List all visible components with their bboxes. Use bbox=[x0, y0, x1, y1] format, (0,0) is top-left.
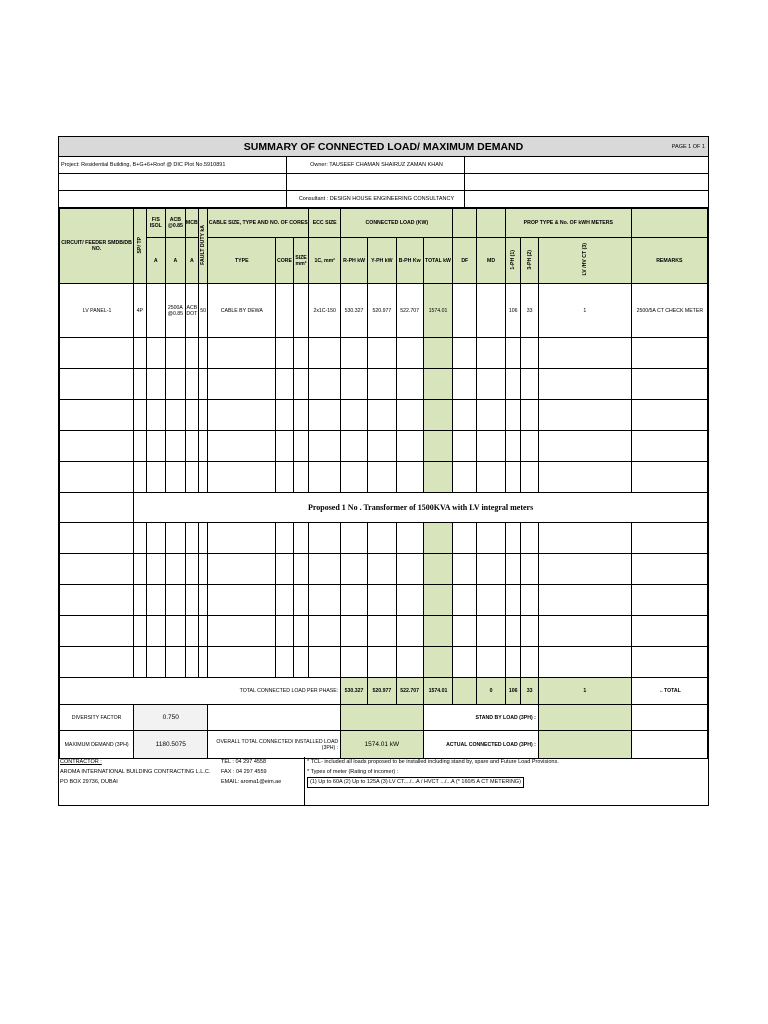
project-label: Project: Residential Building, B+G+6+Roof @ DIC Plot No.5910891 bbox=[61, 162, 226, 168]
note-tcl: * TCL- included all loads proposed to be installed including stand by, spare and Future Load Provisions. bbox=[307, 759, 559, 765]
df-header: DF bbox=[453, 238, 477, 284]
fax: FAX : 04 297 4559 bbox=[221, 769, 267, 775]
actual-load-label: ACTUAL CONNECTED LOAD (3PH) : bbox=[423, 731, 538, 759]
footer bbox=[59, 757, 708, 805]
meter-ct-header: LV /HV CT (3) bbox=[538, 238, 631, 284]
fault-duty-header: FAULT DUTY kA bbox=[199, 209, 208, 284]
row1-ct: 1 bbox=[538, 284, 631, 338]
contractor-block bbox=[60, 757, 220, 805]
rph-header: R-PH kW bbox=[341, 238, 368, 284]
row1-fault: 50 bbox=[199, 284, 208, 338]
fs-unit: A bbox=[146, 238, 166, 284]
consultant-row bbox=[59, 191, 708, 208]
total-md: 0 bbox=[477, 678, 506, 705]
table-row bbox=[60, 585, 708, 616]
note-meter-ratings: (1) Up to 60A (2) Up to 125A (3) LV CT..../...A / HVCT .../...A (* 160/5 A CT METERING) bbox=[307, 777, 524, 788]
ecc-unit: 1C, mm² bbox=[309, 238, 341, 284]
owner-label: Owner: TAUSEEF CHAMAN SHAIRUZ ZAMAN KHAN bbox=[286, 157, 464, 173]
table-row bbox=[60, 523, 708, 554]
row1-m1: 106 bbox=[505, 284, 520, 338]
total-ct: 1 bbox=[538, 678, 631, 705]
diversity-value: 0.750 bbox=[134, 705, 208, 731]
md-header-top bbox=[477, 209, 506, 238]
mcb-header: MCB bbox=[185, 209, 198, 238]
total-y: 520.977 bbox=[367, 678, 396, 705]
row1-m3: 33 bbox=[521, 284, 539, 338]
row1-sptp: 4P bbox=[134, 284, 146, 338]
max-demand-value: 1180.5075 bbox=[134, 731, 208, 759]
remarks-header-top bbox=[631, 209, 707, 238]
yph-header: Y-PH kW bbox=[367, 238, 396, 284]
size-header: SIZE mm² bbox=[293, 238, 308, 284]
cable-header: CABLE SIZE, TYPE AND NO. OF CORES bbox=[208, 209, 309, 238]
row1-total: 1574.01 bbox=[423, 284, 453, 338]
table-row bbox=[60, 647, 708, 678]
table-row bbox=[60, 400, 708, 431]
table-row bbox=[60, 284, 708, 338]
acb-header: ACB @0.85 bbox=[166, 209, 186, 238]
standby-label: STAND BY LOAD (3PH) : bbox=[423, 705, 538, 731]
totals-row bbox=[60, 678, 708, 705]
load-table bbox=[59, 208, 708, 759]
contractor-address: PO BOX 29736, DUBAI bbox=[60, 779, 118, 785]
table-row bbox=[60, 462, 708, 493]
table-row bbox=[60, 338, 708, 369]
project-owner-row bbox=[59, 157, 708, 174]
table-row bbox=[60, 554, 708, 585]
contractor-name: AROMA INTERNATIONAL BUILDING CONTRACTING L.L.C. bbox=[60, 769, 211, 775]
max-demand-label: MAXIMUM DEMAND (3PH) bbox=[60, 731, 134, 759]
df-header-top bbox=[453, 209, 477, 238]
proposal-note: Proposed 1 No . Transformer of 1500KVA with LV integral meters bbox=[134, 493, 708, 523]
total-b: 522.707 bbox=[396, 678, 423, 705]
blank-row bbox=[59, 174, 708, 191]
owner-blank bbox=[464, 157, 708, 173]
total-arrow: ←TOTAL bbox=[631, 678, 707, 705]
notes-block bbox=[304, 757, 710, 805]
bph-header: B-PH Kw bbox=[396, 238, 423, 284]
ecc-header: ECC SIZE bbox=[309, 209, 341, 238]
diversity-row bbox=[60, 705, 708, 731]
page-number: PAGE 1 OF 1 bbox=[671, 144, 705, 150]
total-m3: 33 bbox=[521, 678, 539, 705]
row1-circuit: LV PANEL-1 bbox=[60, 284, 134, 338]
actual-load-value bbox=[538, 731, 631, 759]
max-demand-row bbox=[60, 731, 708, 759]
sptp-header: SP/ TP bbox=[134, 209, 146, 284]
total-r: 530.327 bbox=[341, 678, 368, 705]
remarks-header: REMARKS bbox=[631, 238, 707, 284]
connected-load-header: CONNECTED LOAD (KW) bbox=[341, 209, 453, 238]
contractor-label: CONTRACTOR : bbox=[60, 759, 102, 765]
row1-b: 522.707 bbox=[396, 284, 423, 338]
overall-load-label: OVERALL TOTAL CONNECTED/ INSTALLED LOAD (3PH) : bbox=[208, 731, 341, 759]
meter-1ph-header: 1-PH (1) bbox=[505, 238, 520, 284]
mcb-unit: A bbox=[185, 238, 198, 284]
title-text: SUMMARY OF CONNECTED LOAD/ MAXIMUM DEMAND bbox=[243, 141, 524, 153]
row1-r: 530.327 bbox=[341, 284, 368, 338]
consultant-label: Consultant : DESIGN HOUSE ENGINEERING CONSULTANCY bbox=[286, 191, 464, 207]
total-kw: 1574.01 bbox=[423, 678, 453, 705]
md-header: MD bbox=[477, 238, 506, 284]
total-m1: 106 bbox=[505, 678, 520, 705]
meter-3ph-header: 3-PH (2) bbox=[521, 238, 539, 284]
overall-load-value: 1574.01 kW bbox=[341, 731, 423, 759]
acb-unit: A bbox=[166, 238, 186, 284]
sheet-title bbox=[59, 137, 708, 157]
tel: TEL : 04 297 4558 bbox=[221, 759, 267, 765]
proposal-row bbox=[60, 493, 708, 523]
fs-isol-header: F/S ISOL bbox=[146, 209, 166, 238]
core-header: CORE bbox=[276, 238, 294, 284]
diversity-label: DIVERSITY FACTOR bbox=[60, 705, 134, 731]
row1-type: CABLE BY DEWA bbox=[208, 284, 276, 338]
total-header: TOTAL kW bbox=[423, 238, 453, 284]
circuit-header: CIRCUIT/ FEEDER SMDB/DB NO. bbox=[60, 209, 134, 284]
table-row bbox=[60, 616, 708, 647]
row1-mcb: ACB DOT bbox=[185, 284, 198, 338]
load-summary-sheet bbox=[58, 136, 709, 806]
contact-block bbox=[221, 757, 303, 805]
email: EMAIL: aroma1@eim.ae bbox=[221, 779, 282, 785]
note-meter-types: * Types of meter (Rating of incomer) : bbox=[307, 769, 399, 775]
row1-ecc: 2x1C-150 bbox=[309, 284, 341, 338]
table-row bbox=[60, 431, 708, 462]
row1-remarks: 2500/5A CT CHECK METER bbox=[631, 284, 707, 338]
prop-type-header: PROP TYPE & No. OF kWH METERS bbox=[505, 209, 631, 238]
totals-label: TOTAL CONNECTED LOAD PER PHASE: bbox=[60, 678, 341, 705]
table-row bbox=[60, 369, 708, 400]
row1-y: 520.977 bbox=[367, 284, 396, 338]
type-header: TYPE bbox=[208, 238, 276, 284]
standby-value bbox=[538, 705, 631, 731]
row1-acb: 2500A @0.85 bbox=[166, 284, 186, 338]
